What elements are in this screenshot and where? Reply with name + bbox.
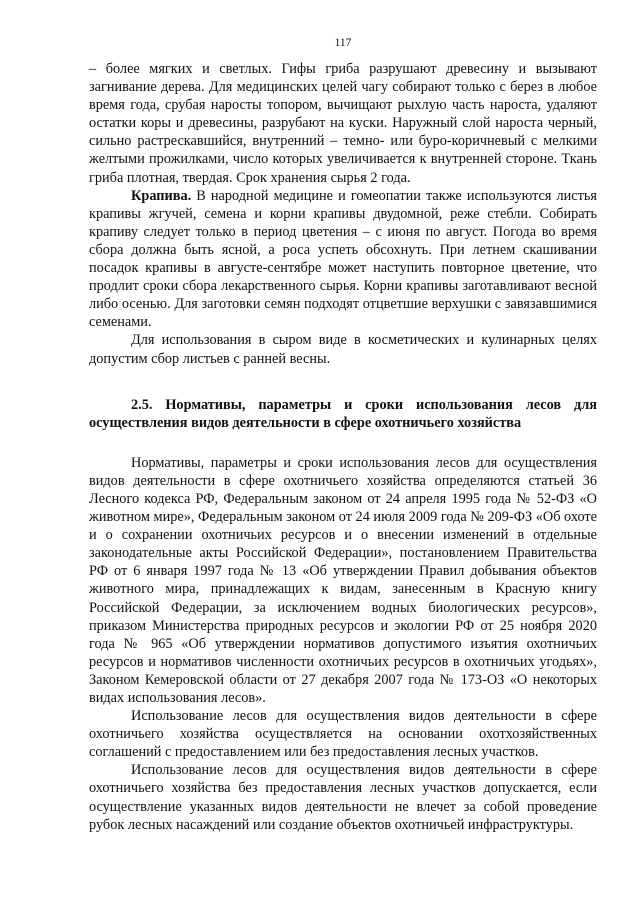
paragraph-nettle	[89, 187, 597, 332]
paragraph-regulations: Нормативы, параметры и сроки использования лесов для осуществления видов деятельности в сфере охотничьего хозяйства определяются статьей 36 Лесного кодекса РФ, Федеральным законом от 24 апреля 1995 года № 52-ФЗ «О животном мире», Федеральным законом от 24 июля 2009 года № 209-ФЗ «Об охоте и о сохранении охотничьих ресурсов и о внесении изменений в отдельные законодательные акты Российской Федерации», постановлением Правительства РФ от 6 января 1997 года № 13 «Об утверждении Правил добывания объектов животного мира, принадлежащих к видам, занесенным в Красную книгу Российской Федерации, за исключением водных биологических ресурсов», приказом Министерства природных ресурсов и экологии РФ от 25 ноября 2020 года № 965 «Об утверждении нормативов допустимого изъятия охотничьих ресурсов и нормативов численности охотничьих ресурсов в охотничьих угодьях», Законом Кемеровской области от 27 декабря 2007 года № 173-ОЗ «О некоторых видах использования лесов».	[89, 454, 598, 706]
page-number: 117	[334, 37, 352, 49]
document-page	[89, 36, 597, 834]
section-heading: 2.5. Нормативы, параметры и сроки использования лесов для осуществления видов деятельности в сфере охотничьего хозяйства	[89, 396, 597, 431]
nettle-text: В народной медицине и гомеопатии также используются листья крапивы жгучей, семена и корни крапивы двудомной, реже стебли. Собирать крапиву следует только в период цветения – с июня по август. Погода во время сбора должна быть ясной, а роса успеть обсохнуть. При летнем скашивании посадок крапивы в августе-сентябре может наступить повторное цветение, что продлит сроки сбора лекарственного сырья. Корни крапивы заготавливают весной либо осенью. Для заготовки семян подходят отцветшие верхушки с завязавшимися семенами.	[89, 187, 597, 331]
spacer	[89, 368, 597, 396]
paragraph-chaga-continuation: – более мягких и светлых. Гифы гриба разрушают древесину и вызывают загнивание дерева. Для медицинских целей чагу собирают только с берез в любое время года, срубая наросты топором, вычищают рыхлую часть нароста, удаляют остатки коры и древесины, разрубают на куски. Наружный слой нароста черный, сильно растрескавшийся, внутренний – темно- или буро-коричневый с мелкими желтыми прожилками, число которых увеличивается к внутренней стороне. Ткань гриба плотная, твердая. Срок хранения сырья 2 года.	[89, 61, 597, 186]
spacer	[89, 432, 597, 454]
nettle-term: Крапива.	[131, 187, 192, 204]
paragraph-without-plots: Использование лесов для осуществления видов деятельности в сфере охотничьего хозяйства без предоставления лесных участков допускается, если осуществление указанных видов деятельности не влечет за собой проведение рубок лесных насаждений или создание объектов охотничьей инфраструктуры.	[89, 762, 597, 833]
paragraph-raw-use: Для использования в сыром виде в косметических и кулинарных целях допустим сбор листьев с ранней весны.	[89, 332, 597, 367]
paragraph-agreements: Использование лесов для осуществления видов деятельности в сфере охотничьего хозяйства осуществляется на основании охотхозяйственных соглашений с предоставлением или без предоставления лесных участков.	[89, 708, 597, 761]
